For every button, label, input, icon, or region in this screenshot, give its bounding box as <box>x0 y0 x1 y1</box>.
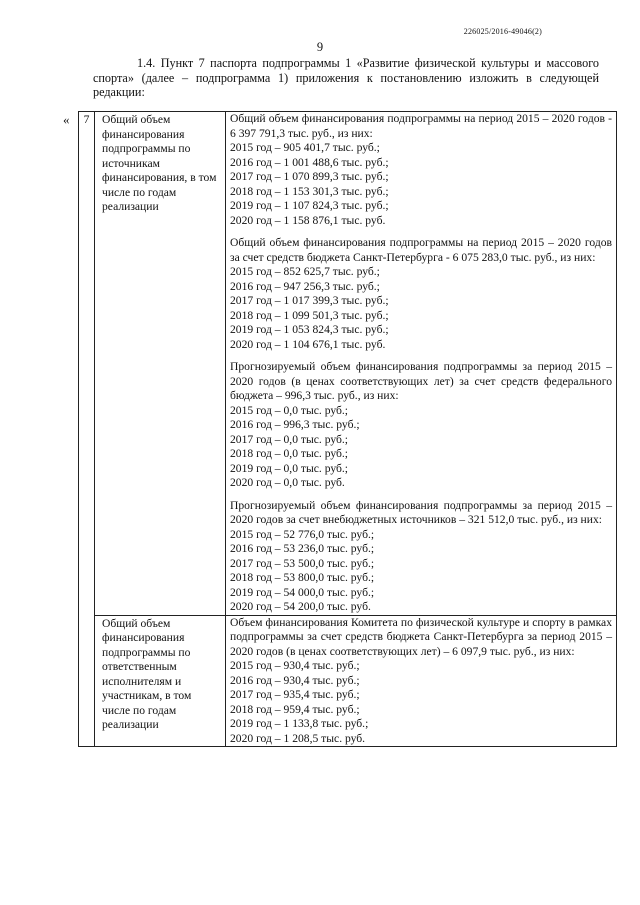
passport-table <box>78 111 617 747</box>
block-intro: Общий объем финансирования подпрограммы на период 2015 – 2020 годов - 6 397 791,3 тыс. руб., из них: <box>230 112 612 140</box>
year-line: 2019 год – 0,0 тыс. руб.; <box>230 461 349 475</box>
row2-label <box>95 615 226 747</box>
year-line: 2017 год – 0,0 тыс. руб.; <box>230 432 349 446</box>
row2-label-text: Общий объем финансирования подпрограммы по ответственным исполнителям и участникам, в том числе по годам реализации <box>102 616 192 731</box>
year-line: 2019 год – 1 053 824,3 тыс. руб.; <box>230 323 389 336</box>
year-line: 2018 год – 1 153 301,3 тыс. руб.; <box>230 184 389 198</box>
block-intro: Объем финансирования Комитета по физической культуре и спорту в рамках подпрограммы за счет средств бюджета Санкт-Петербурга за период 2015 – 2020 годов (в ценах соответствующих лет) – 6 097,9 тыс. руб., из них: <box>230 615 612 658</box>
row1-content <box>226 112 617 616</box>
year-line: 2016 год – 53 236,0 тыс. руб.; <box>230 542 375 555</box>
year-line: 2019 год – 54 000,0 тыс. руб.; <box>230 585 375 599</box>
year-line: 2015 год – 852 625,7 тыс. руб.; <box>230 265 380 278</box>
row2-content <box>226 615 617 747</box>
year-line: 2016 год – 1 001 488,6 тыс. руб.; <box>230 155 389 169</box>
year-line: 2016 год – 930,4 тыс. руб.; <box>230 673 360 687</box>
financing-block-federal-budget <box>230 360 612 491</box>
year-line: 2020 год – 0,0 тыс. руб. <box>230 476 345 489</box>
block-intro: Общий объем финансирования подпрограммы на период 2015 – 2020 годов за счет средств бюджета Санкт-Петербурга - 6 075 283,0 тыс. руб., из них: <box>230 236 612 264</box>
financing-block-city-budget <box>230 236 612 352</box>
row1-label-text: Общий объем финансирования подпрограммы по источникам финансирования, в том числе по годам реализации <box>102 113 217 213</box>
year-line: 2018 год – 959,4 тыс. руб.; <box>230 702 360 716</box>
year-line: 2015 год – 905 401,7 тыс. руб.; <box>230 141 380 154</box>
block-intro: Прогнозируемый объем финансирования подпрограммы за период 2015 – 2020 годов за счет внебюджетных источников – 321 512,0 тыс. руб., из них: <box>230 498 612 526</box>
year-line: 2019 год – 1 107 824,3 тыс. руб.; <box>230 199 389 212</box>
opening-quote: « <box>63 112 70 127</box>
year-line: 2015 год – 930,4 тыс. руб.; <box>230 659 360 672</box>
year-line: 2016 год – 996,3 тыс. руб.; <box>230 418 360 431</box>
year-line: 2017 год – 935,4 тыс. руб.; <box>230 688 360 701</box>
year-line: 2020 год – 1 158 876,1 тыс. руб. <box>230 213 386 227</box>
year-line: 2020 год – 54 200,0 тыс. руб. <box>230 600 371 613</box>
year-line: 2017 год – 53 500,0 тыс. руб.; <box>230 556 375 570</box>
year-line: 2020 год – 1 104 676,1 тыс. руб. <box>230 337 386 351</box>
year-line: 2017 год – 1 017 399,3 тыс. руб.; <box>230 294 389 307</box>
document-number: 226025/2016-49046(2) <box>463 27 542 36</box>
financing-block-committee <box>230 616 612 747</box>
year-line: 2018 год – 53 800,0 тыс. руб.; <box>230 571 375 584</box>
block-intro: Прогнозируемый объем финансирования подпрограммы за период 2015 – 2020 годов (в ценах соответствующих лет) за счет средств федерального бюджета – 996,3 тыс. руб., из них: <box>230 360 612 402</box>
financing-block-total <box>230 112 612 228</box>
year-line: 2018 год – 1 099 501,3 тыс. руб.; <box>230 308 389 322</box>
year-line: 2017 год – 1 070 899,3 тыс. руб.; <box>230 170 389 183</box>
financing-block-extrabudgetary <box>230 499 612 615</box>
year-line: 2020 год – 1 208,5 тыс. руб. <box>230 731 366 745</box>
year-line: 2019 год – 1 133,8 тыс. руб.; <box>230 717 369 730</box>
row-number: 7 <box>79 112 95 747</box>
row1-label <box>95 112 226 616</box>
table-row <box>79 112 617 616</box>
page-number: 9 <box>316 40 324 54</box>
year-line: 2018 год – 0,0 тыс. руб.; <box>230 447 349 460</box>
table-row <box>79 615 617 747</box>
intro-paragraph: 1.4. Пункт 7 паспорта подпрограммы 1 «Развитие физической культуры и массового спорта» (далее – подпрограмма 1) приложения к постановлению изложить в следующей редакции: <box>93 56 599 100</box>
year-line: 2015 год – 52 776,0 тыс. руб.; <box>230 527 375 541</box>
year-line: 2016 год – 947 256,3 тыс. руб.; <box>230 279 380 293</box>
year-line: 2015 год – 0,0 тыс. руб.; <box>230 403 349 417</box>
